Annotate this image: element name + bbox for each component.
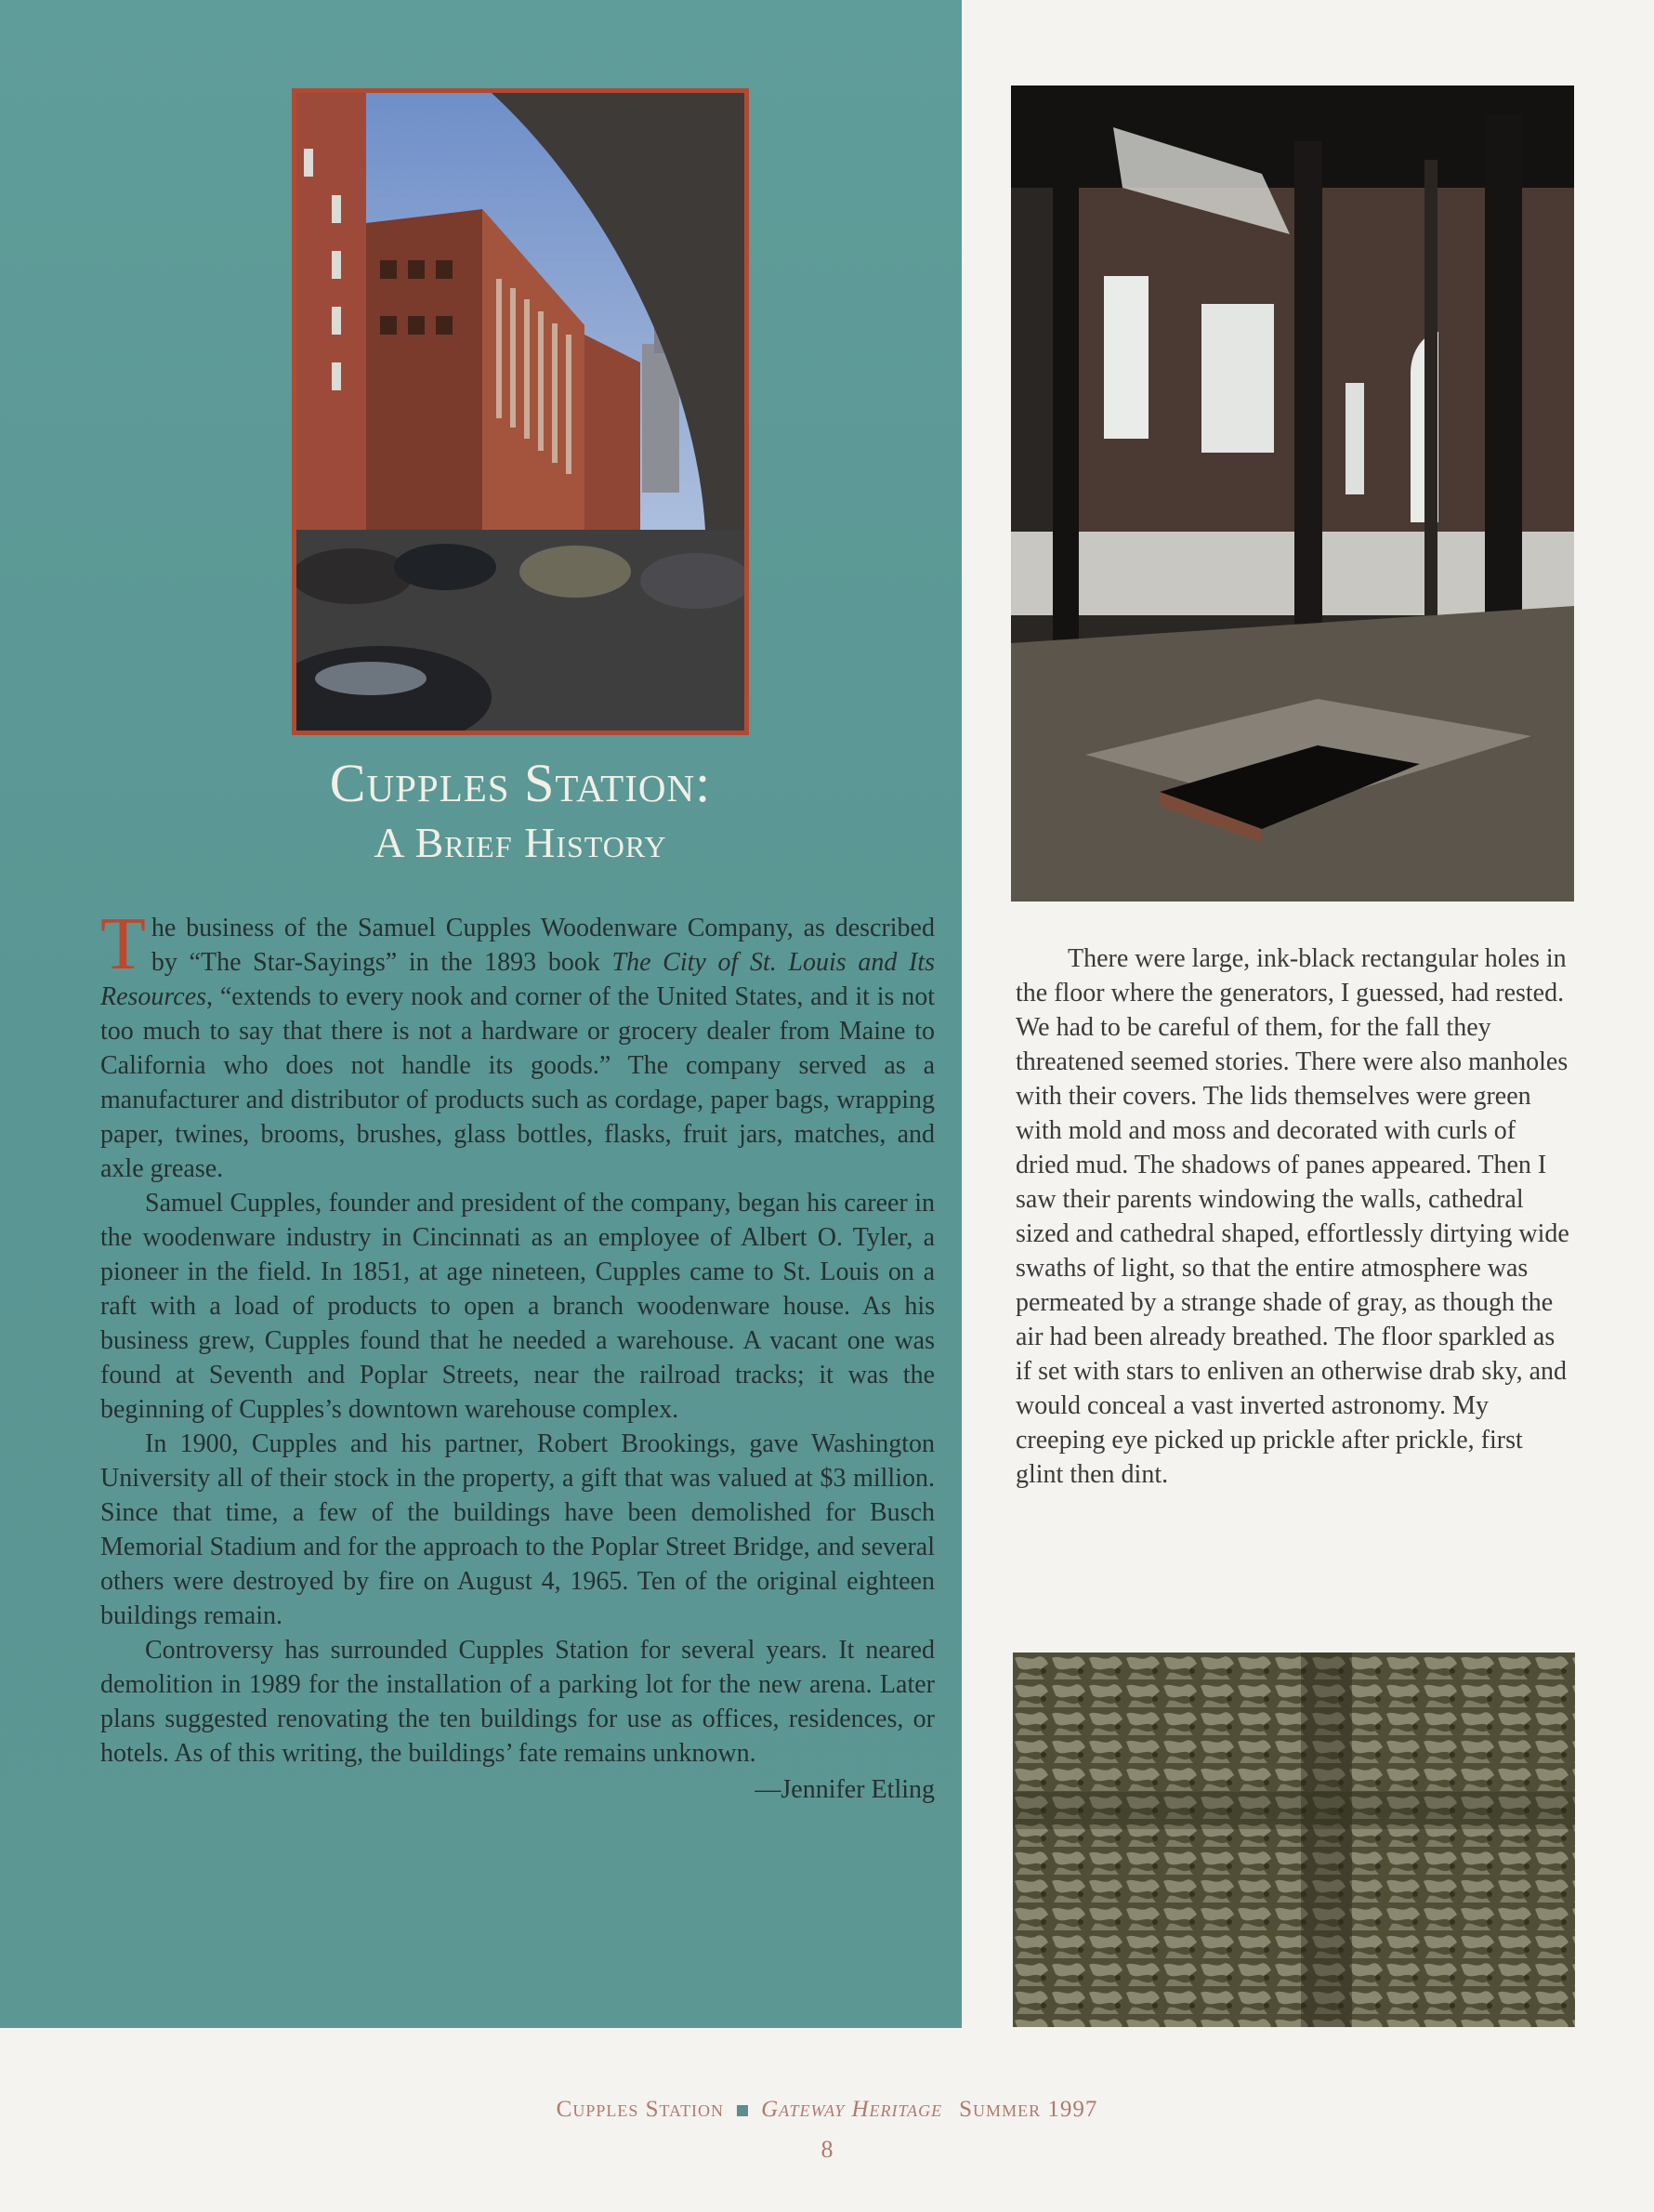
ground-closeup-photo — [1013, 1652, 1575, 2027]
book-title: The City of St. Louis and Its Resources — [100, 948, 935, 1011]
footer-issue: Summer 1997 — [959, 2097, 1098, 2122]
interior-ruin-photo — [1011, 86, 1574, 902]
history-paragraph-2: Samuel Cupples, founder and president of the company, began his career in the woodenware industry in Cincinnati as an employee of Albert O. Tyler, a pioneer in the field. In 1851, at age nineteen, Cupples came to St. Louis on a raft with a load of products to open a branch woodenware house. As his business grew, Cupples found that he needed a warehouse. A vacant one was found at Seventh and Poplar Streets, near the railroad tracks; it was the beginning of Cupples’s downtown warehouse complex. — [100, 1189, 935, 1424]
author-byline: —Jennifer Etling — [755, 1775, 935, 1804]
headline-line-1: Cupples Station: — [329, 753, 712, 813]
footer-section: Cupples Station — [556, 2097, 725, 2122]
article-headline — [167, 751, 873, 870]
history-paragraph-3: In 1900, Cupples and his partner, Robert Brookings, gave Washington University all of their stock in the property, a gift that was valued at $3 million. Since that time, a few of the buildings have been demolished for Busch Memorial Stadium and for the approach to the Poplar Street Bridge, and several others were destroyed by fire on August 4, 1965. Ten of the original eighteen buildings remain. — [100, 1429, 935, 1630]
history-p1-start: he business of the Samuel Cupples Woodenware Company, as described by “The Star-Sayings” in the 1893 book — [151, 914, 935, 977]
history-paragraph-4: Controversy has surrounded Cupples Station for several years. It neared demolition in 1989 for the installation of a parking lot for the new arena. Later plans suggested renovating the ten buildings for use as offices, residences, or hotels. As of this writing, the buildings’ fate remains unknown. — [100, 1636, 935, 1768]
headline-line-2: A Brief History — [374, 819, 667, 866]
history-article — [100, 903, 935, 1807]
drop-cap: T — [100, 903, 146, 985]
essay-paragraph-1: There were large, ink-black rectangular holes in the floor where the generators, I guessed, had rested. We had to be careful of them, for the fall they threatened seemed stories. There were also manholes with their covers. The lids themselves were green with mold and moss and decorated with curls of dried mud. The shadows of panes appeared. Then I saw their parents windowing the walls, cathedral sized and cathedral shaped, effortlessly dirtying wide swaths of light, so that the entire atmosphere was permeated by a strange shade of gray, as though the air had been already breathed. The floor sparkled as if set with stars to enliven an otherwise drab sky, and would conceal a vast inverted astronomy. My creeping eye picked up prickle after prickle, first glint then dint. — [1016, 944, 1569, 1489]
page-footer — [0, 2097, 1654, 2123]
square-bullet-icon — [737, 2105, 748, 2116]
cupples-street-photo — [292, 88, 749, 735]
page-number: 8 — [820, 2136, 834, 2163]
history-paragraph-1 — [100, 903, 935, 1186]
footer-magazine: Gateway Heritage — [761, 2097, 943, 2122]
history-p1-end: , “extends to every nook and corner of the United States, and it is not too much to say that there is not a hardware or grocery dealer from Maine to California who does not handle its goods.” The company served as a manufacturer and distributor of products such as cordage, paper bags, wrapping paper, twines, brooms, brushes, glass bottles, flasks, fruit jars, matches, and axle grease. — [100, 982, 935, 1183]
essay-excerpt — [1016, 941, 1573, 1492]
